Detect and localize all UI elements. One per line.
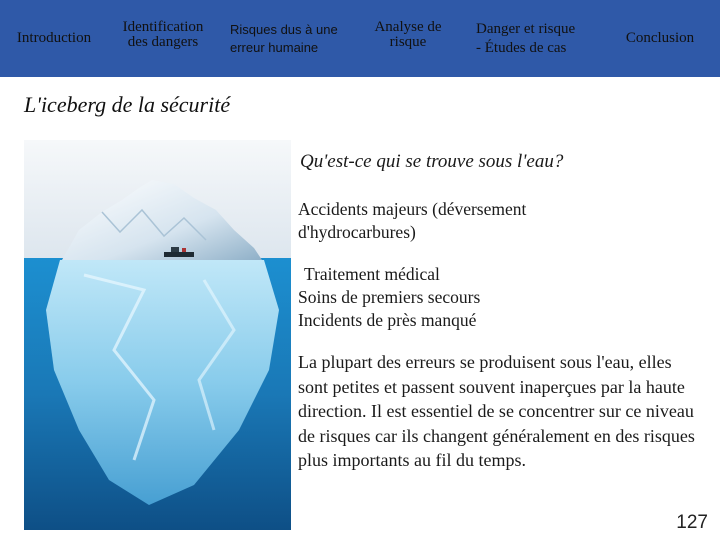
accidents-line1: Accidents majeurs (déversement [298,199,527,219]
nav-risk-line1: Risques dus à une [230,21,338,37]
nav-analysis-line1: Analyse de [374,18,442,35]
question-text: Qu'est-ce qui se trouve sous l'eau? [300,151,564,172]
slide-title: L'iceberg de la sécurité [24,92,231,117]
nav-identification-line1: Identification [122,18,204,35]
minor-item-first-aid: Soins de premiers secours [298,287,481,307]
nav-introduction[interactable] [0,0,108,77]
nav-conclusion[interactable] [608,0,712,77]
nav-conclusion-label: Conclusion [625,30,695,46]
nav-danger-etudes-de-cas[interactable] [470,0,600,77]
accidents-text [298,198,598,244]
accidents-line2: d'hydrocarbures) [298,222,416,242]
nav-introduction-label: Introduction [16,30,92,46]
nav-danger-line2: - Études de cas [476,39,567,56]
nav-identification-line2: des dangers [127,33,199,50]
top-navigation-bar [0,0,720,77]
minor-item-near-miss: Incidents de près manqué [298,310,477,330]
nav-danger-line1: Danger et risque [476,20,576,37]
nav-risk-line2: erreur humaine [230,39,319,55]
main-paragraph: La plupart des erreurs se produisent sous l'eau, elles sont petites et passent souvent inaperçues par la haute direction. Il est essentiel de se concentrer sur ce niveau de risques car ils changent généralement en des risques plus importants au fil du temps. [298,352,695,470]
nav-risques-erreur-humaine[interactable] [222,0,352,77]
nav-analysis-line2: risque [389,33,427,50]
minor-incidents-list [298,263,598,332]
minor-item-treatment: Traitement médical [304,264,440,284]
nav-identification-dangers[interactable] [108,0,218,77]
nav-analyse-risque[interactable] [360,0,456,77]
page-number: 127 [676,512,708,533]
iceberg-image [24,140,291,530]
